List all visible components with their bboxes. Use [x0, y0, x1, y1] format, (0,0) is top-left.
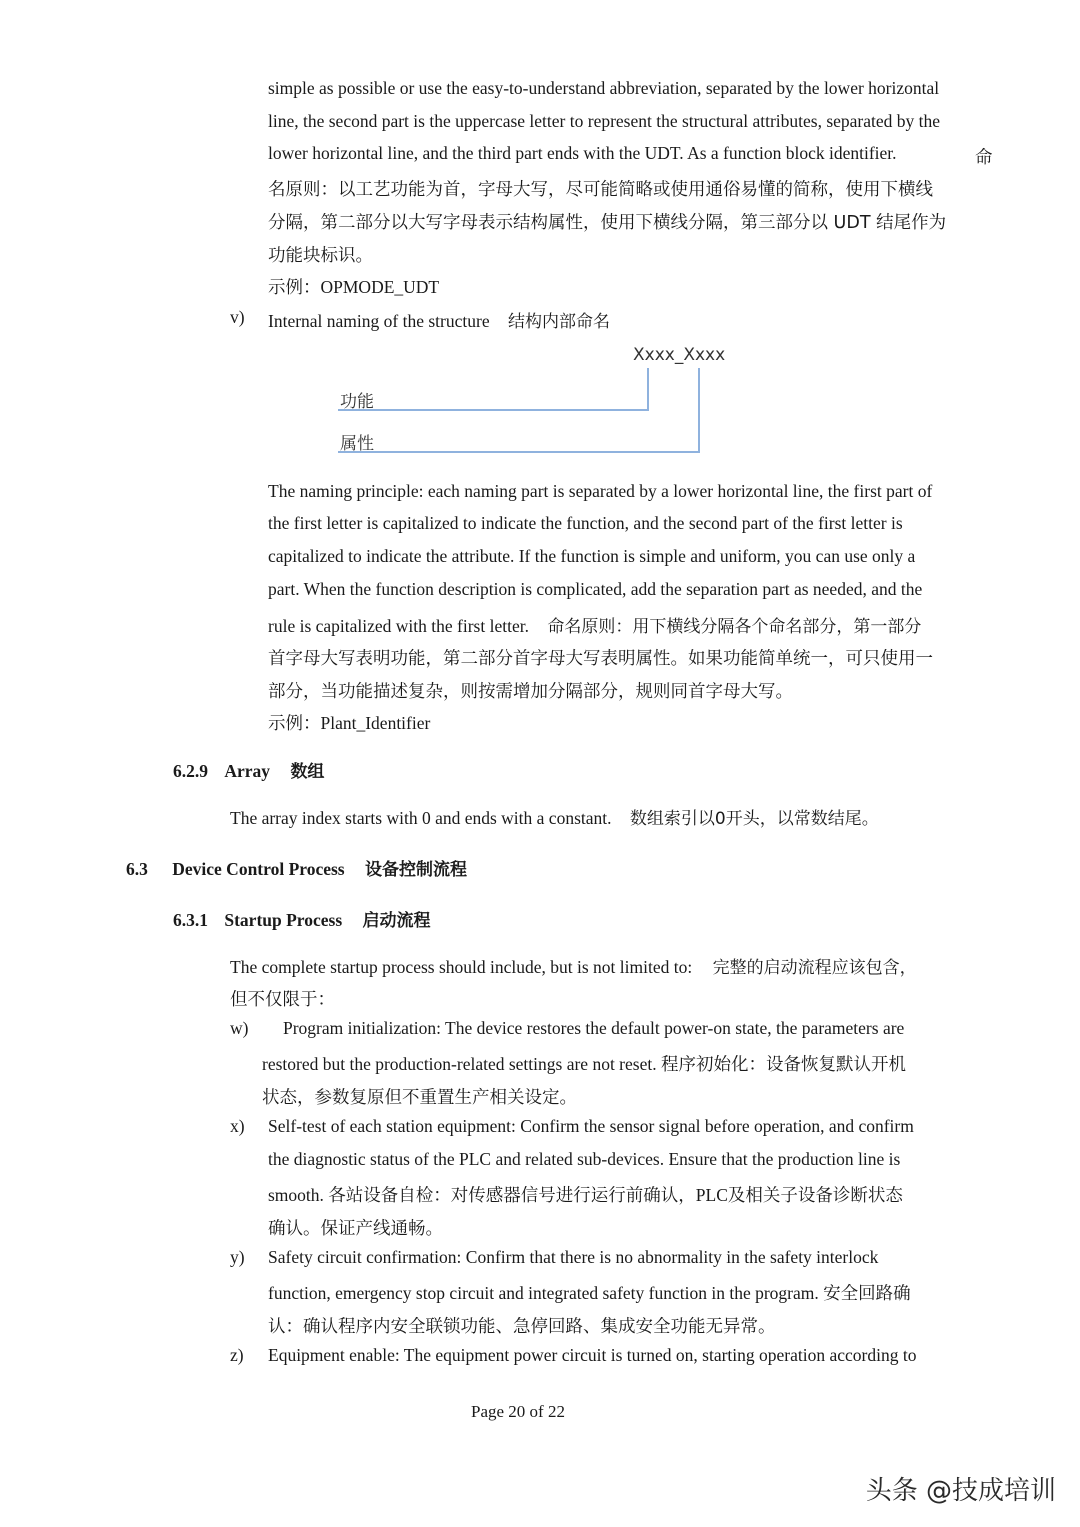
- list-marker: x): [230, 1116, 245, 1136]
- label-function: 功能: [340, 392, 374, 412]
- text-line: 功能块标识。: [268, 246, 373, 266]
- text-line: Self-test of each station equipment: Confirm the sensor signal before operation, and confirm: [268, 1116, 914, 1136]
- example-text: 示例：Plant_Identifier: [268, 713, 431, 733]
- text-line: Safety circuit confirmation: Confirm that there is no abnormality in the safety interlock: [268, 1247, 879, 1267]
- text-cjk-tail: 命: [975, 148, 993, 168]
- naming-pattern: Xxxx_Xxxx: [633, 345, 726, 365]
- naming-structure-diagram: [320, 335, 780, 465]
- startup-intro-cont: 但不仅限于：: [230, 990, 335, 1010]
- text-line: 确认。保证产线通畅。: [268, 1219, 443, 1239]
- label-attribute: 属性: [340, 434, 374, 454]
- heading-title-cn: 启动流程: [362, 911, 431, 931]
- text-line: part. When the function description is complicated, add the separation part as needed, and the: [268, 579, 923, 599]
- text-line: The naming principle: each naming part is separated by a lower horizontal line, the first part of: [268, 481, 933, 501]
- text-en: The array index starts with 0 and ends with a constant.: [230, 808, 612, 828]
- heading-title-en: Array: [224, 761, 271, 781]
- text-line: [268, 612, 921, 637]
- heading-title-en: Device Control Process: [172, 859, 345, 879]
- heading-number: 6.3: [126, 859, 148, 879]
- text-en: rule is capitalized with the first letter.: [268, 616, 529, 636]
- text-line: 状态，参数复原但不重置生产相关设定。: [262, 1088, 577, 1108]
- function-connector: [338, 368, 648, 410]
- heading-title-en: Startup Process: [224, 910, 343, 930]
- text-line: Equipment enable: The equipment power circuit is turned on, starting operation according to: [268, 1345, 917, 1365]
- list-marker: w): [230, 1018, 249, 1038]
- heading-6-3-1: [173, 906, 431, 931]
- text-cn: 数组索引以0开头，以常数结尾。: [629, 809, 879, 829]
- array-body: [230, 804, 879, 829]
- text-cn: 命名原则：用下横线分隔各个命名部分，第一部分: [547, 617, 922, 637]
- text-line: 认：确认程序内安全联锁功能、急停回路、集成安全功能无异常。: [268, 1317, 776, 1337]
- text-line: the first letter is capitalized to indicate the function, and the second part of the first letter is: [268, 513, 903, 533]
- text-line: [268, 143, 897, 164]
- text-line: Program initialization: The device restores the default power-on state, the parameters are: [283, 1018, 905, 1038]
- text-en: lower horizontal line, and the third part ends with the UDT. As a function block identifier.: [268, 143, 897, 163]
- text-line: 部分，当功能描述复杂，则按需增加分隔部分，规则同首字母大写。: [268, 682, 793, 702]
- item-title: [268, 307, 610, 332]
- heading-number: 6.3.1: [173, 910, 208, 930]
- heading-number: 6.2.9: [173, 761, 208, 781]
- heading-title-cn: 数组: [290, 762, 325, 782]
- text-en: The complete startup process should include, but is not limited to:: [230, 957, 693, 977]
- list-marker: z): [230, 1345, 244, 1365]
- item-title-en: Internal naming of the structure: [268, 311, 490, 331]
- text-line: line, the second part is the uppercase letter to represent the structural attributes, separated by the: [268, 111, 941, 131]
- text-line: restored but the production-related settings are not reset. 程序初始化：设备恢复默认开机: [262, 1054, 906, 1074]
- list-marker: v): [230, 307, 245, 327]
- list-marker: y): [230, 1247, 245, 1267]
- text-cn: 完整的启动流程应该包含，: [712, 958, 917, 978]
- text-line: the diagnostic status of the PLC and related sub-devices. Ensure that the production line is: [268, 1149, 901, 1169]
- example-text: 示例：OPMODE_UDT: [268, 277, 440, 297]
- heading-6-2-9: [173, 757, 324, 782]
- text-line: capitalized to indicate the attribute. If the function is simple and uniform, you can use only a: [268, 546, 916, 566]
- text-line: 首字母大写表明功能，第二部分首字母大写表明属性。如果功能简单统一，可只使用一: [268, 649, 933, 669]
- text-line: smooth. 各站设备自检：对传感器信号进行运行前确认，PLC及相关子设备诊断状态: [268, 1185, 903, 1205]
- text-line: function, emergency stop circuit and integrated safety function in the program. 安全回路确: [268, 1283, 911, 1303]
- item-title-cn: 结构内部命名: [507, 312, 610, 332]
- text-line: 名原则：以工艺功能为首，字母大写，尽可能简略或使用通俗易懂的简称，使用下横线: [268, 180, 933, 200]
- startup-intro: [230, 953, 917, 978]
- text-line: simple as possible or use the easy-to-understand abbreviation, separated by the lower horizontal: [268, 78, 940, 98]
- heading-title-cn: 设备控制流程: [365, 860, 467, 880]
- source-watermark: 头条 @技成培训: [865, 1476, 1056, 1506]
- connector-lines: [320, 335, 780, 465]
- page-number: Page 20 of 22: [471, 1402, 565, 1421]
- text-line: 分隔，第二部分以大写字母表示结构属性，使用下横线分隔，第三部分以 UDT 结尾作为: [268, 213, 947, 233]
- heading-6-3: [126, 855, 467, 880]
